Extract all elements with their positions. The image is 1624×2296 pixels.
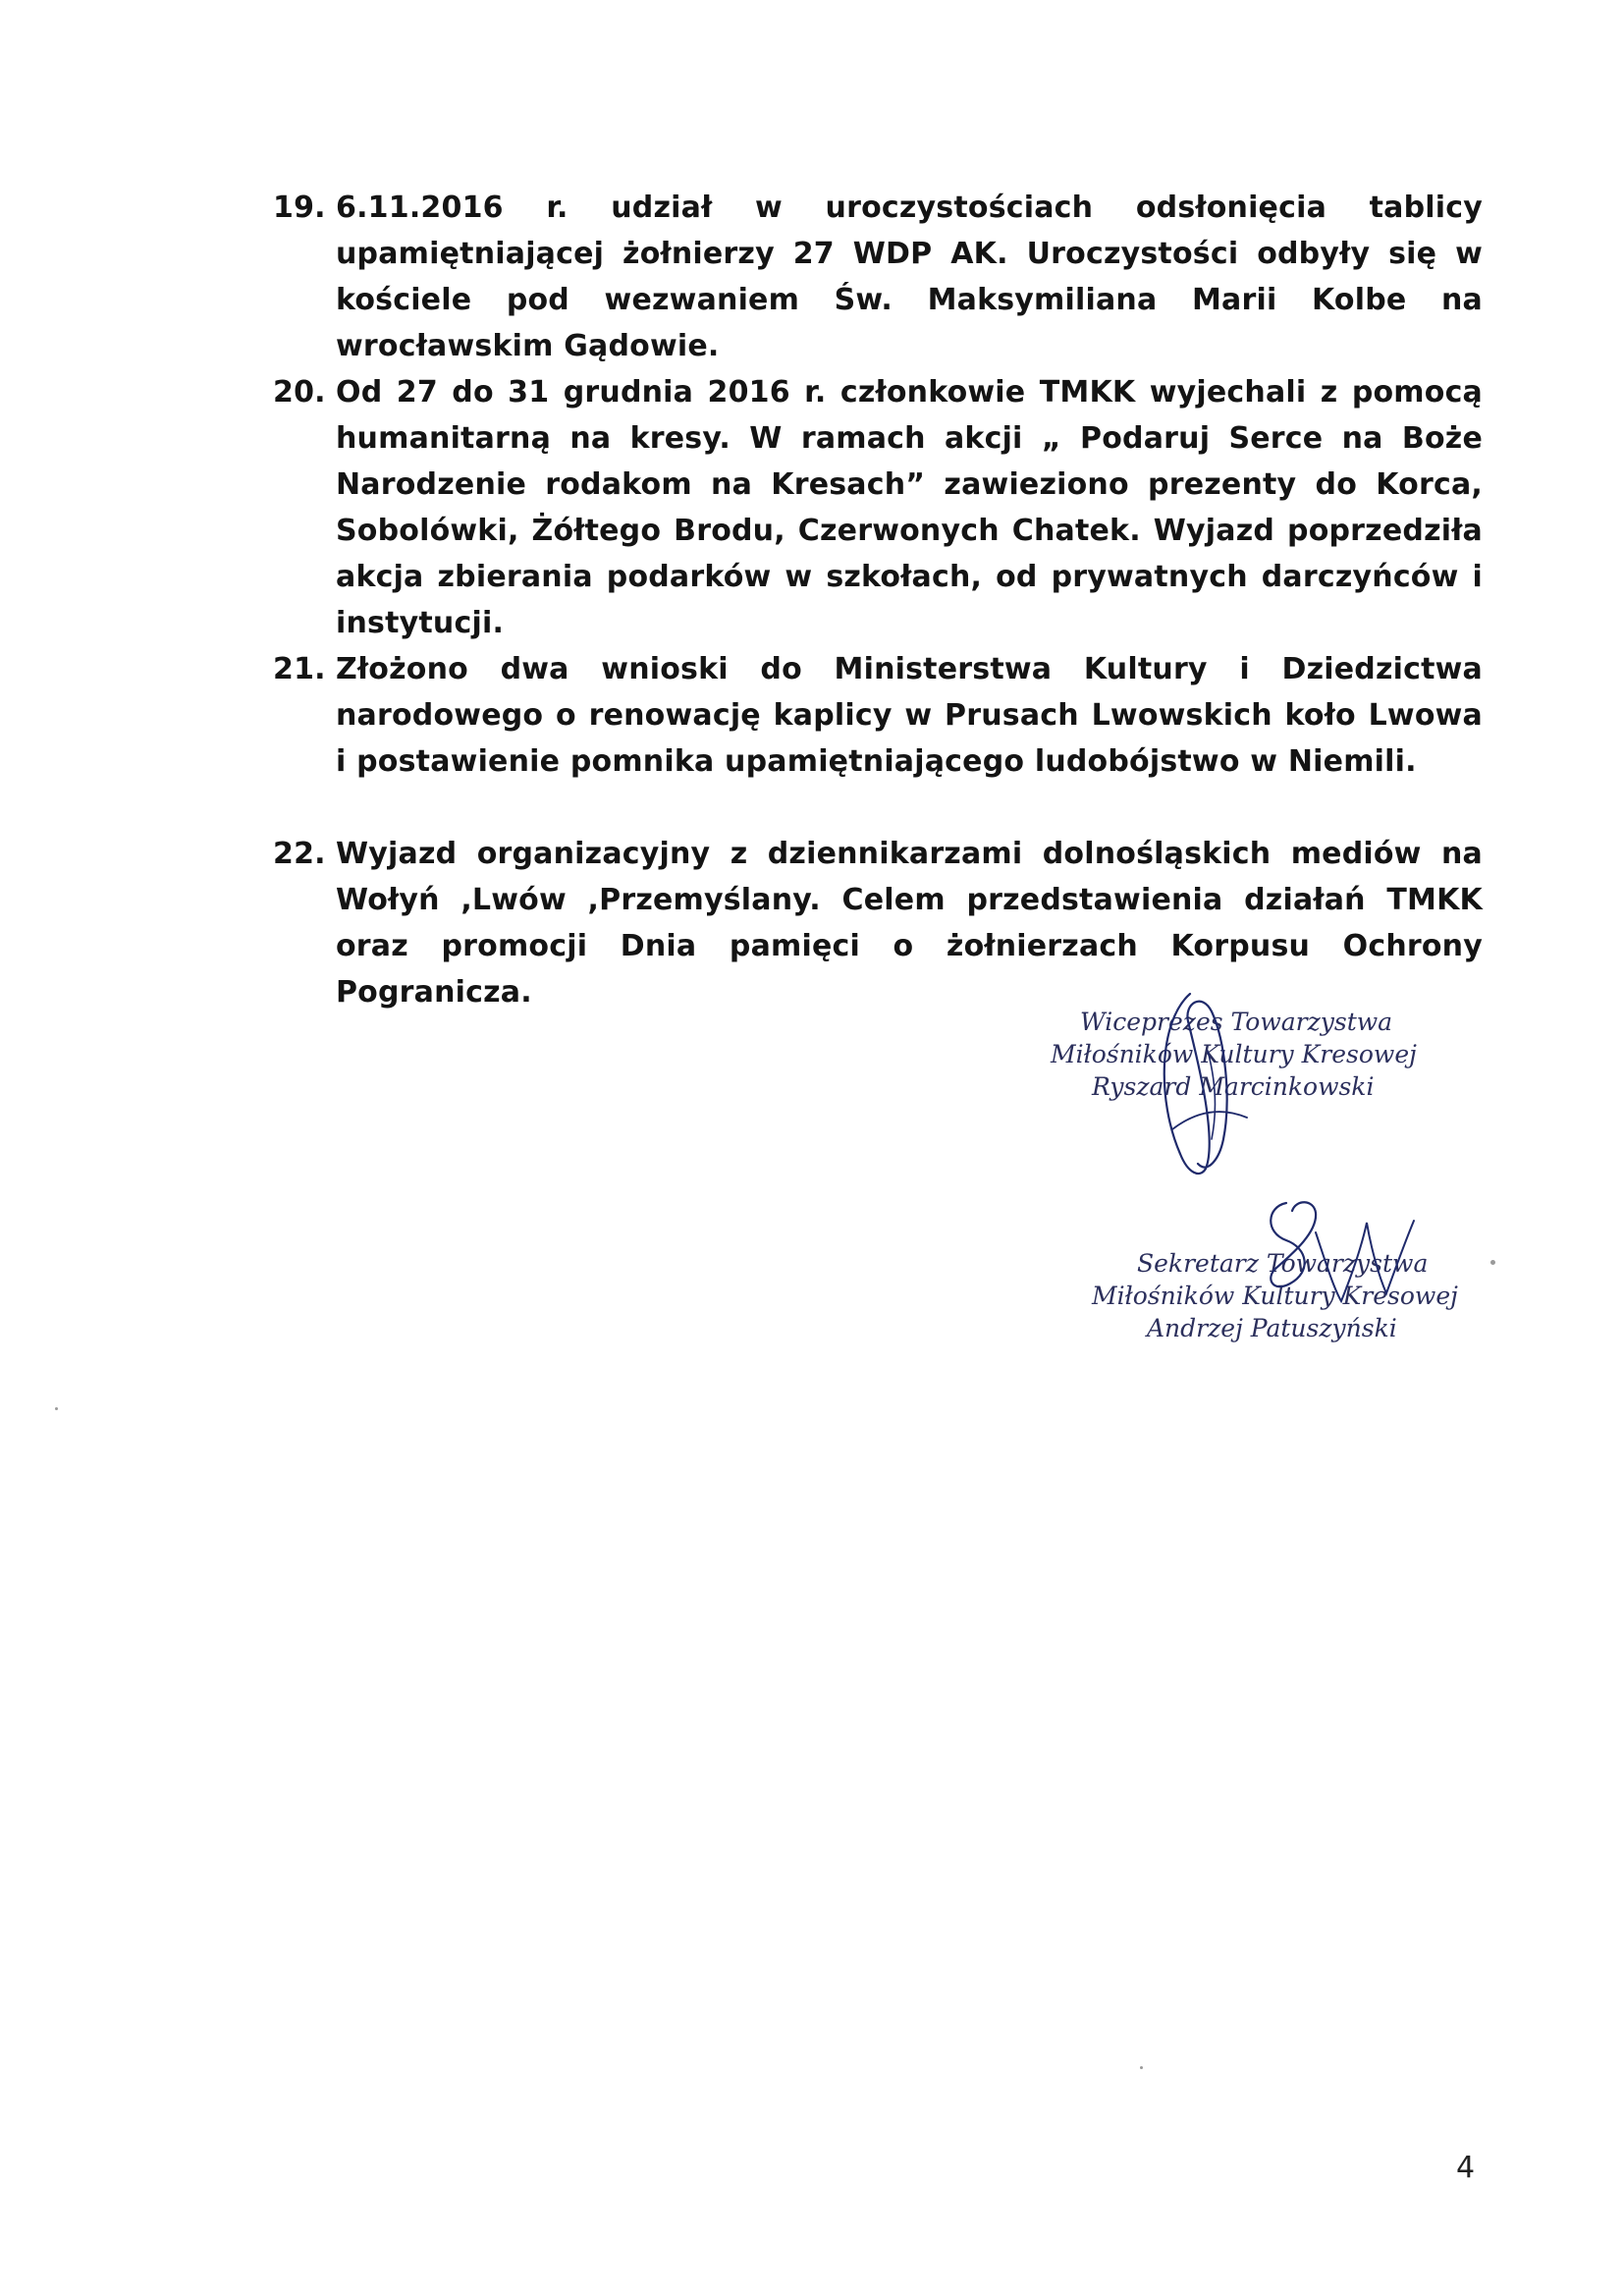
list-item (273, 369, 1483, 646)
stamp-line: Wiceprezes Towarzystwa (1080, 1008, 1393, 1036)
item-number: 22. (273, 837, 326, 871)
item-number: 20. (273, 375, 326, 410)
stamp-line: Miłośników Kultury Kresowej (1051, 1040, 1417, 1068)
item-number: 21. (273, 652, 326, 686)
page-number: 4 (1456, 2151, 1476, 2185)
stamp-line: Sekretarz Towarzystwa (1137, 1249, 1429, 1278)
item-text: 6.11.2016 r. udział w uroczystościach odsłonięcia tablicy upamiętniającej żołnierzy 27 WDP AK. Uroczystości odbyły się w kościele pod wezwaniem Św. Maksymiliana Marii Kolbe na wrocławskim Gądowie. (336, 191, 1483, 363)
scan-speck (1140, 2066, 1143, 2069)
vice-president-stamp (1033, 1006, 1417, 1103)
list-item (273, 185, 1483, 369)
secretary-stamp (1078, 1247, 1458, 1344)
item-text: Od 27 do 31 grudnia 2016 r. członkowie TMKK wyjechali z pomocą humanitarną na kresy. W ramach akcji „ Podaruj Serce na Boże Narodzenie rodakom na Kresach” zawieziono prezenty do Korca, Sobolówki, Żółtego Brodu, Czerwonych Chatek. Wyjazd poprzedziła akcja zbierania podarków w szkołach, od prywatnych darczyńców i instytucji. (336, 375, 1483, 640)
item-text: Wyjazd organizacyjny z dziennikarzami dolnośląskich mediów na Wołyń ,Lwów ,Przemyślany. Celem przedstawienia działań TMKK oraz promocji Dnia pamięci o żołnierzach Korpusu Ochrony Pogranicza. (336, 837, 1483, 1010)
activity-list (273, 185, 1483, 1015)
scan-speck (55, 1407, 58, 1410)
stamp-line: Ryszard Marcinkowski (1092, 1072, 1375, 1101)
list-item (273, 831, 1483, 1015)
stamp-line: Andrzej Patuszyński (1147, 1314, 1397, 1342)
scan-speck (1490, 1260, 1495, 1265)
item-text: Złożono dwa wnioski do Ministerstwa Kultury i Dziedzictwa narodowego o renowację kaplicy w Prusach Lwowskich koło Lwowa i postawienie pomnika upamiętniającego ludobójstwo w Niemili. (336, 652, 1483, 779)
stamp-line: Miłośników Kultury Kresowej (1092, 1282, 1458, 1310)
list-item (273, 646, 1483, 785)
item-number: 19. (273, 191, 326, 225)
